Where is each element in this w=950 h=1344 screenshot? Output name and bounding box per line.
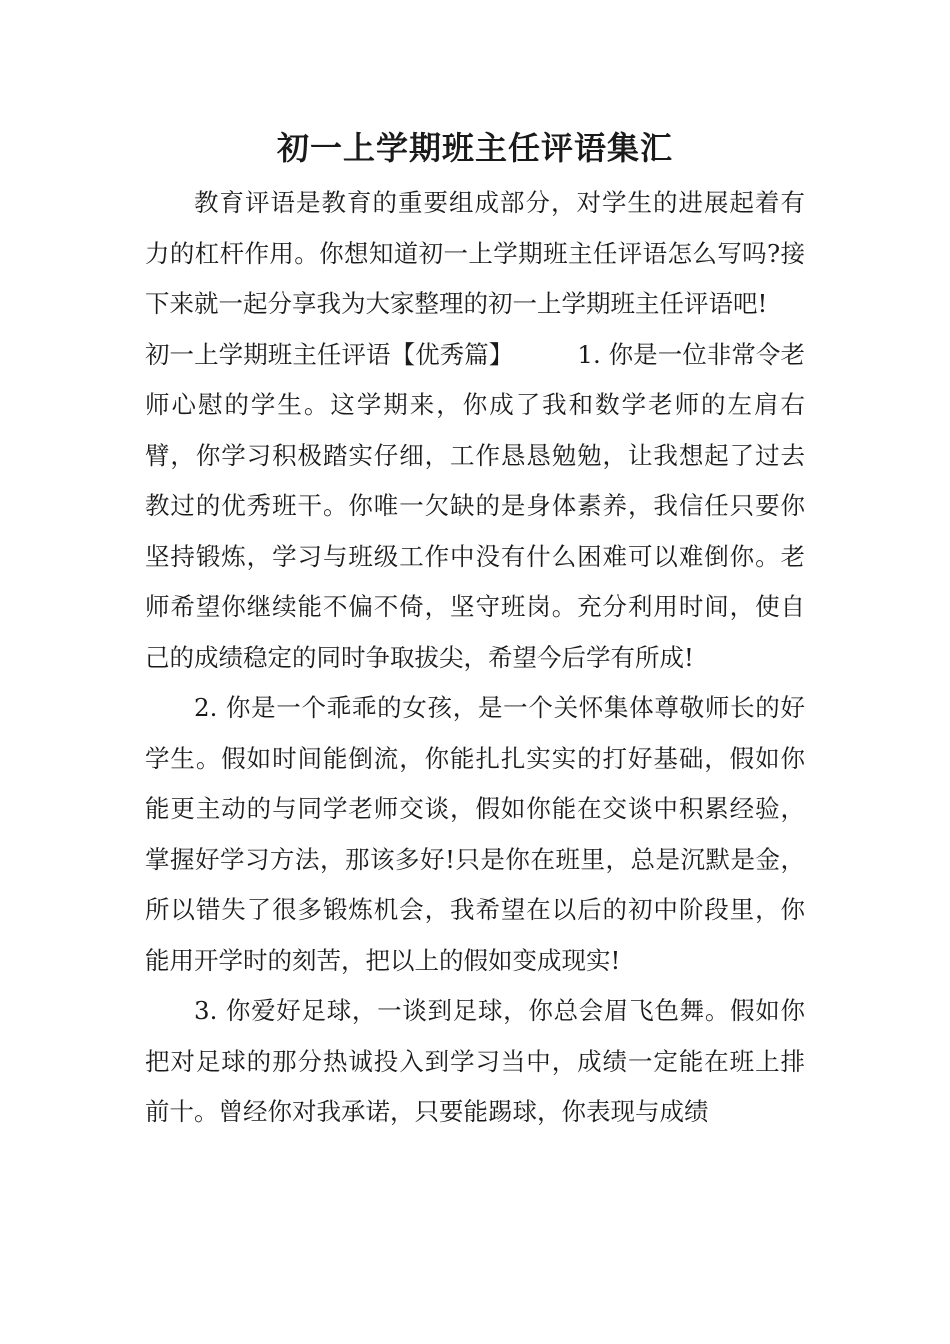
section-heading: 初一上学期班主任评语【优秀篇】 (145, 339, 514, 369)
comment-item-1: 1. 你是一位非常令老师心慰的学生。这学期来，你成了我和数学老师的左肩右臂，你学习积极踏实仔细，工作恳恳勉勉，让我想起了过去教过的优秀班干。你唯一欠缺的是身体素养，我信任只要你坚持锻炼，学习与班级工作中没有什么困难可以难倒你。老师希望你继续能不偏不倚，坚守班岗。充分利用时间，使自己的成绩稳定的同时争取拔尖，希望今后学有所成! (145, 339, 805, 672)
comment-item-2: 2. 你是一个乖乖的女孩，是一个关怀集体尊敬师长的好学生。假如时间能倒流，你能扎扎实实的打好基础，假如你能更主动的与同学老师交谈，假如你能在交谈中积累经验，掌握好学习方法，那该多好!只是你在班里，总是沉默是金，所以错失了很多锻炼机会，我希望在以后的初中阶段里，你能用开学时的刻苦，把以上的假如变成现实! (145, 693, 805, 975)
intro-paragraph: 教育评语是教育的重要组成部分，对学生的进展起着有力的杠杆作用。你想知道初一上学期班主任评语怎么写吗?接下来就一起分享我为大家整理的初一上学期班主任评语吧! (145, 188, 805, 318)
document-title: 初一上学期班主任评语集汇 (276, 129, 673, 167)
comment-item-3: 3. 你爱好足球，一谈到足球，你总会眉飞色舞。假如你把对足球的那分热诚投入到学习当中，成绩一定能在班上排前十。曾经你对我承诺，只要能踢球，你表现与成绩 (145, 996, 805, 1126)
document-body (145, 178, 805, 1138)
section-paragraph (145, 330, 805, 684)
